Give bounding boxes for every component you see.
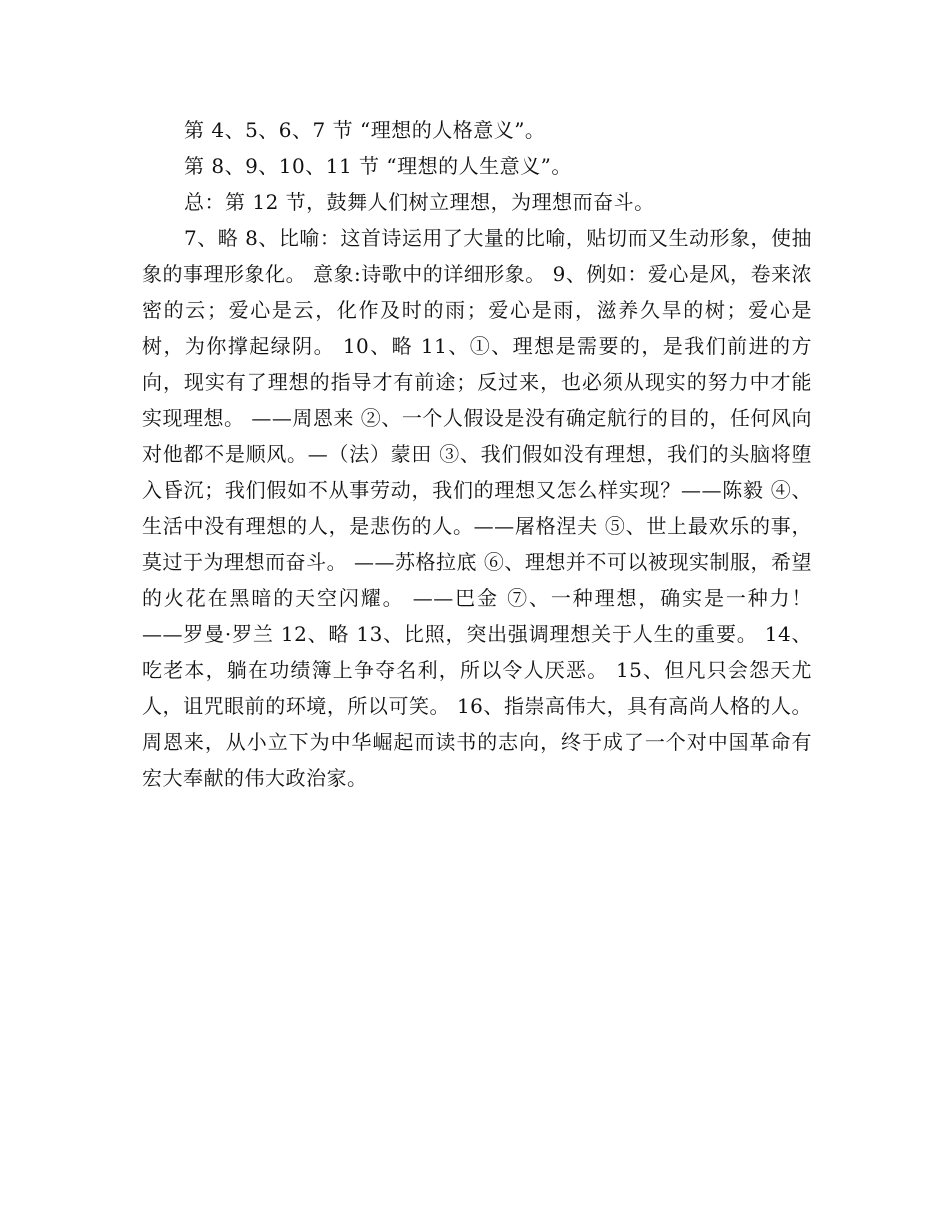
answer-paragraph: 7、略 8、比喻：这首诗运用了大量的比喻，贴切而又生动形象，使抽象的事理形象化。 意象:诗歌中的详细形象。 9、例如：爱心是风，卷来浓密的云；爱心是云，化作及时的雨；爱心是雨，滋养久旱的树；爱心是树，为你撑起绿阴。 10、略 11、①、理想是需要的，是我们前进的方向，现实有了理想的指导才有前途；反过来，也必须从现实的努力中才能实现理想。 ——周恩来 ②、一个人假设是没有确定航行的目的，任何风向对他都不是顺风。—（法）蒙田 ③、我们假如没有理想，我们的头脑将堕入昏沉；我们假如不从事劳动，我们的理想又怎么样实现？——陈毅 ④、生活中没有理想的人，是悲伤的人。——屠格涅夫 ⑤、世上最欢乐的事，莫过于为理想而奋斗。 ——苏格拉底 ⑥、理想并不可以被现实制服，希望的火花在黑暗的天空闪耀。 ——巴金 ⑦、一种理想，确实是一种力！ ——罗曼·罗兰 12、略 13、比照，突出强调理想关于人生的重要。 14、吃老本，躺在功绩簿上争夺名利，所以令人厌恶。 15、但凡只会怨天尤人，诅咒眼前的环境，所以可笑。 16、指崇高伟大，具有高尚人格的人。周恩来，从小立下为中华崛起而读书的志向，终于成了一个对中国革命有宏大奉献的伟大政治家。 [142, 226, 812, 790]
document-body [142, 112, 812, 796]
section-summary-8-11: 第 8、9、10、11 节 “理想的人生意义”。 [184, 154, 572, 178]
section-summary-12: 总：第 12 节，鼓舞人们树立理想，为理想而奋斗。 [184, 190, 655, 214]
section-summary-4-7: 第 4、5、6、7 节 “理想的人格意义”。 [184, 118, 546, 142]
